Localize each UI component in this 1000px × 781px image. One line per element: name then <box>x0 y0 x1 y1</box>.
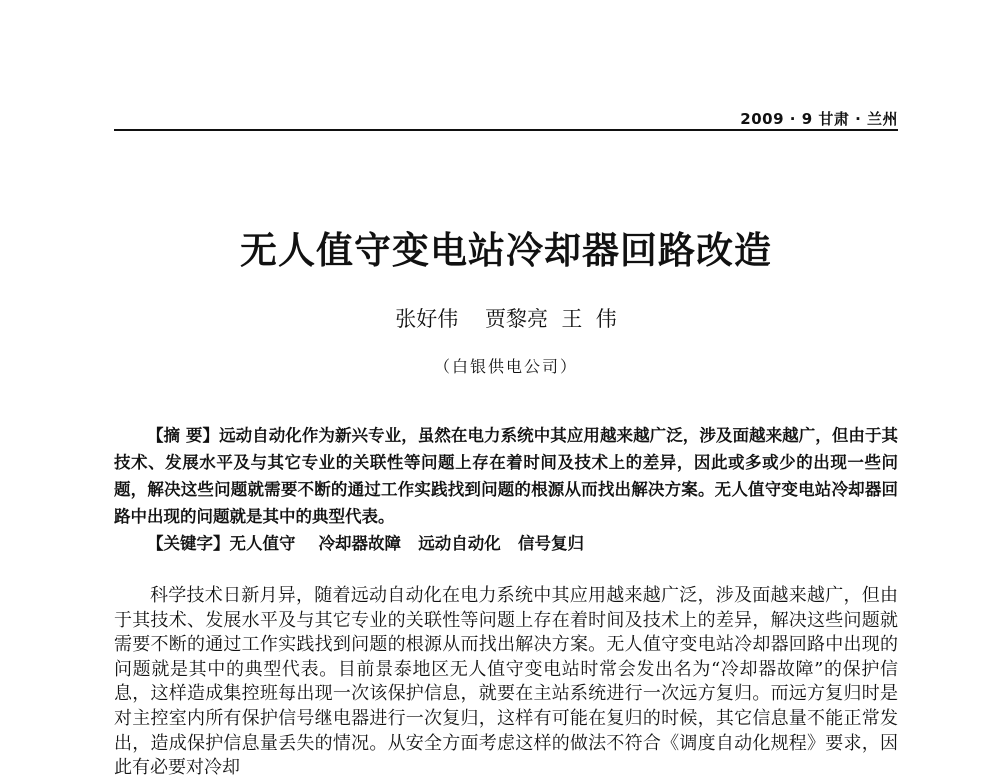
article-authors: 张好伟 贾黎亮 王 伟 <box>395 307 617 331</box>
keywords-text: 无人值守 冷却器故障 远动自动化 信号复归 <box>229 534 584 553</box>
body-section <box>114 584 898 781</box>
abstract-text: 远动自动化作为新兴专业，虽然在电力系统中其应用越来越广泛，涉及面越来越广，但由于其技术、发展水平及与其它专业的关联性等问题上存在着时间及技术上的差异，因此或多或少的出现一些问题，解决这些问题就需要不断的通过工作实践找到问题的根源从而找出解决方案。无人值守变电站冷却器回路中出现的问题就是其中的典型代表。 <box>114 426 899 526</box>
keywords-label: 【关键字】 <box>147 534 230 553</box>
keywords-line <box>114 530 898 557</box>
article-title: 无人值守变电站冷却器回路改造 <box>240 228 772 272</box>
abstract-section <box>114 422 898 557</box>
abstract-label: 【摘 要】 <box>147 426 220 445</box>
header-divider <box>114 129 898 131</box>
abstract-paragraph <box>114 422 898 530</box>
running-header: 2009 · 9 甘肃 · 兰州 <box>740 110 898 128</box>
article-affiliation: （白银供电公司） <box>433 357 578 376</box>
body-paragraph: 科学技术日新月异，随着远动自动化在电力系统中其应用越来越广泛，涉及面越来越广，但由于其技术、发展水平及与其它专业的关联性等问题上存在着时间及技术上的差异，解决这些问题就需要不断的通过工作实践找到问题的根源从而找出解决方案。无人值守变电站冷却器回路中出现的问题就是其中的典型代表。目前景泰地区无人值守变电站时常会发出名为“冷却器故障”的保护信息，这样造成集控班每出现一次该保护信息，就要在主站系统进行一次远方复归。而远方复归时是对主控室内所有保护信号继电器进行一次复归，这样有可能在复归的时候，其它信息量不能正常发出，造成保护信息量丢失的情况。从安全方面考虑这样的做法不符合《调度自动化规程》要求，因此有必要对冷却 <box>114 585 898 779</box>
